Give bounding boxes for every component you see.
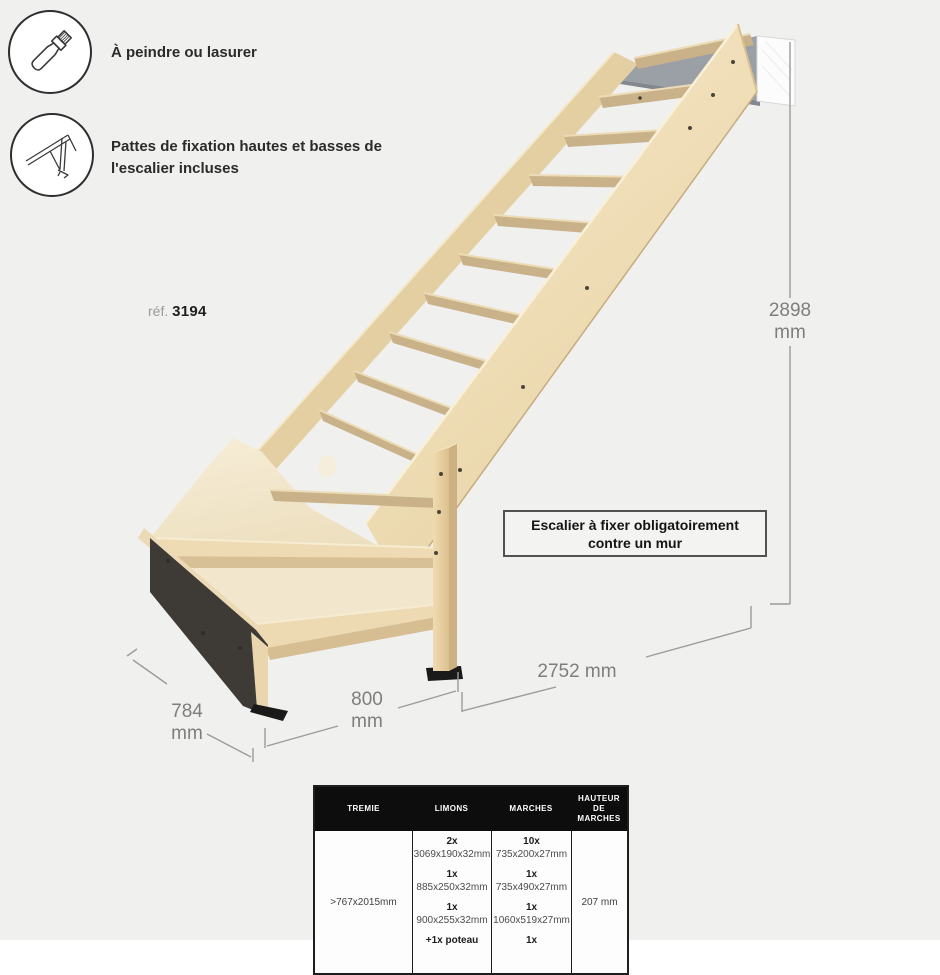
marches-item: 10x 735x200x27mm: [495, 836, 568, 860]
ref-label: réf.: [148, 303, 169, 319]
limons-item: +1x poteau: [425, 935, 479, 946]
limons-item: 1x 900x255x32mm: [416, 902, 488, 926]
wall-fixing-notice: Escalier à fixer obligatoirement contre un mur: [503, 510, 767, 557]
feature-label-paint: À peindre ou lasurer: [111, 44, 257, 61]
marches-item: 1x: [525, 935, 538, 946]
fixation-bracket-icon: [10, 113, 94, 197]
column-header-tremie: TREMIE: [347, 804, 380, 813]
dimension-depth: 784 mm: [171, 701, 203, 744]
spec-table-header: [315, 787, 627, 831]
newel-post: [433, 443, 457, 671]
marches-item: 1x 735x490x27mm: [495, 869, 568, 893]
column-header-marches: MARCHES: [509, 804, 553, 813]
spec-table-body: [315, 831, 627, 973]
cell-tremie: >767x2015mm: [330, 896, 397, 908]
cell-limons: [412, 831, 491, 973]
column-header-limons: LIMONS: [434, 804, 469, 813]
marches-item: 1x 1060x519x27mm: [493, 902, 570, 926]
dimension-length: 2752 mm: [537, 661, 617, 682]
limons-item: 2x 3069x190x32mm: [413, 836, 491, 860]
dimension-height: 2898 mm: [768, 300, 812, 343]
limons-item: 1x 885x250x32mm: [416, 869, 488, 893]
column-header-hauteur: HAUTEUR DE MARCHES: [577, 794, 621, 823]
cell-marches: [491, 831, 571, 973]
dimension-width: 800 mm: [351, 689, 383, 732]
cell-hauteur: 207 mm: [571, 831, 627, 973]
ref-value: 3194: [172, 303, 207, 320]
spec-table: [313, 785, 629, 975]
product-reference: [148, 303, 207, 320]
paintbrush-icon: [8, 10, 92, 94]
feature-label-fixation: Pattes de fixation hautes et basses de l'escalier incluses: [111, 138, 382, 177]
